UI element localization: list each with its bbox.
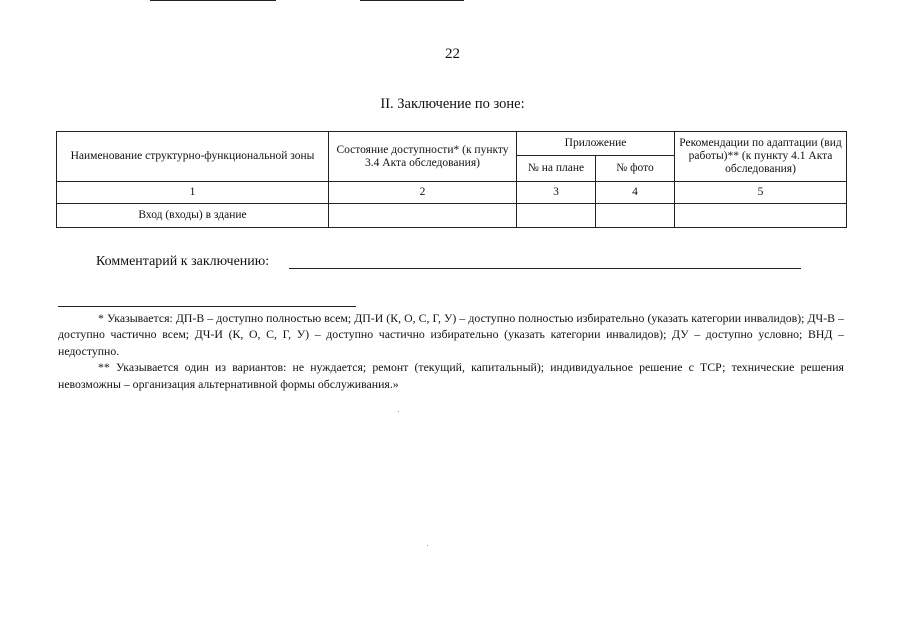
column-number: 3 — [517, 182, 596, 204]
header-accessibility-state: Состояние доступности* (к пункту 3.4 Акта обследования) — [329, 132, 517, 182]
header-zone-name: Наименование структурно-функциональной зоны — [57, 132, 329, 182]
footnote-work-types: ** Указывается один из вариантов: не нуждается; ремонт (текущий, капитальный); индивидуальное решение с ТСР; технические решения невозможны – организация альтернативной формы обслуживания.» — [58, 360, 844, 391]
zone-conclusion-table — [56, 131, 847, 228]
cell-accessibility-state — [329, 204, 517, 228]
table-header-row — [57, 132, 847, 156]
table-row — [57, 204, 847, 228]
comment-label: Комментарий к заключению: — [96, 254, 270, 269]
scan-speck — [398, 411, 399, 412]
column-number: 1 — [57, 182, 329, 204]
header-photo-number: № фото — [596, 156, 675, 182]
scan-edge-line-left — [150, 0, 276, 1]
scan-edge-line-right — [360, 0, 464, 1]
header-plan-number: № на плане — [517, 156, 596, 182]
header-appendix: Приложение — [517, 132, 675, 156]
column-number: 5 — [675, 182, 847, 204]
footnotes — [58, 310, 844, 392]
cell-zone-name: Вход (входы) в здание — [57, 204, 329, 228]
footnote-separator — [58, 306, 356, 307]
header-recommendations: Рекомендации по адаптации (вид работы)** (к пункту 4.1 Акта обследования) — [675, 132, 847, 182]
cell-recommendation — [675, 204, 847, 228]
page-number: 22 — [445, 46, 460, 62]
scan-speck — [427, 545, 428, 546]
column-number: 2 — [329, 182, 517, 204]
cell-photo-number — [596, 204, 675, 228]
column-number: 4 — [596, 182, 675, 204]
comment-fill-line — [289, 268, 801, 269]
footnote-accessibility-codes: * Указывается: ДП-В – доступно полностью всем; ДП-И (К, О, С, Г, У) – доступно полностью избирательно (указать категории инвалидов); ДЧ-В – доступно частично всем; ДЧ-И (К, О, С, Г, У) – доступно частично избирательно (указать категории инвалидов); ДУ – доступно условно; ВНД – недоступно. — [58, 311, 844, 358]
cell-plan-number — [517, 204, 596, 228]
column-number-row — [57, 182, 847, 204]
section-title: II. Заключение по зоне: — [380, 96, 525, 112]
